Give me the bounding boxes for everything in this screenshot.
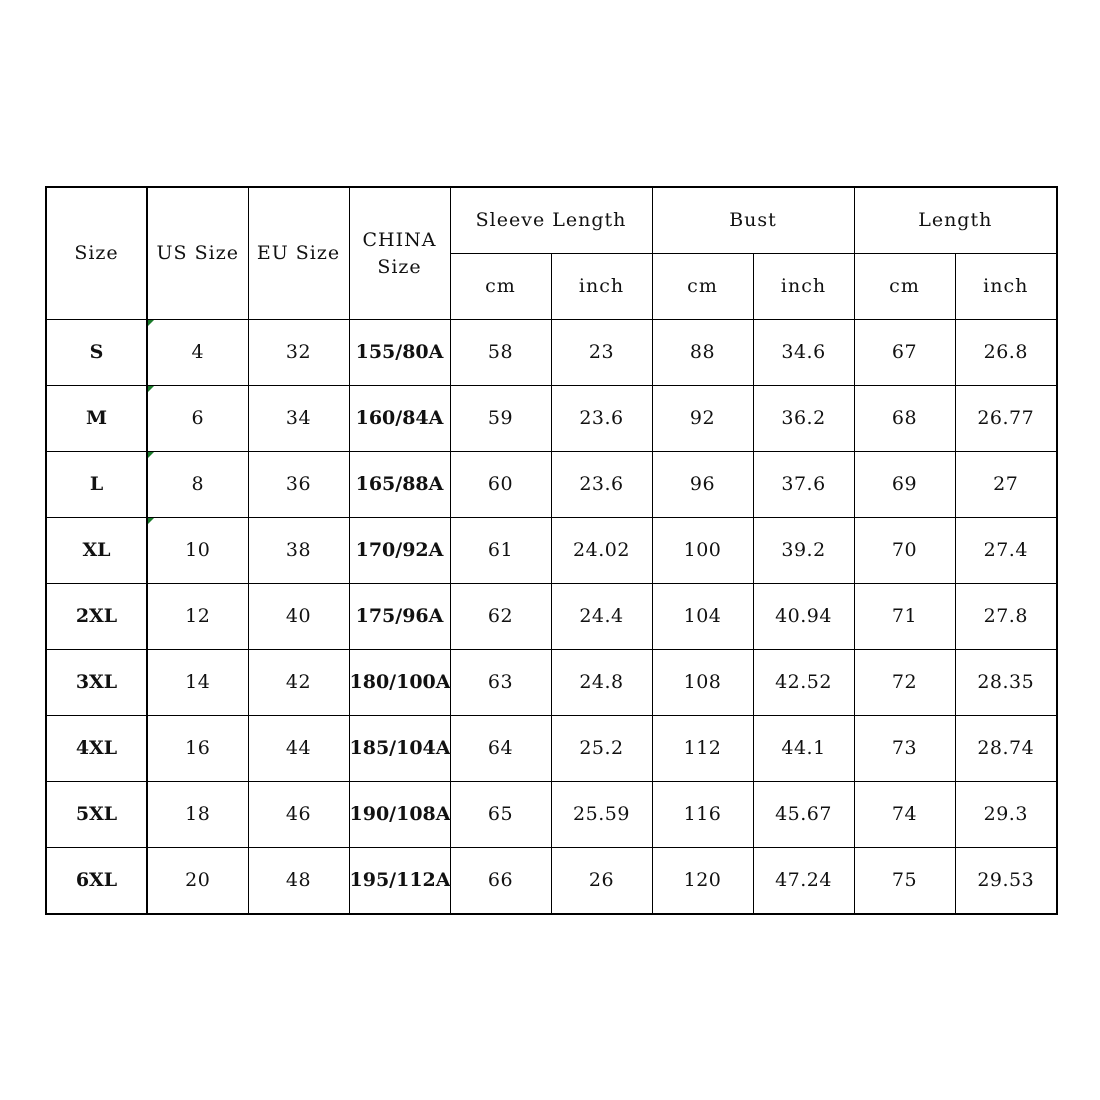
table-row [46,650,1057,716]
cell-bust-inch: 47.24 [753,848,854,915]
cell-us-size: 14 [147,650,248,716]
cell-corner-marker [148,452,154,458]
cell-length-inch: 28.35 [955,650,1057,716]
cell-bust-inch: 37.6 [753,452,854,518]
cell-china-size: 175/96A [349,584,450,650]
header-length: Length [854,187,1057,254]
cell-size: S [46,320,147,386]
cell-size: XL [46,518,147,584]
cell-sleeve-cm: 62 [450,584,551,650]
cell-eu-size: 42 [248,650,349,716]
cell-length-inch: 26.8 [955,320,1057,386]
cell-size: 6XL [46,848,147,915]
cell-sleeve-inch: 24.4 [551,584,652,650]
cell-us-size: 18 [147,782,248,848]
cell-bust-inch: 34.6 [753,320,854,386]
cell-sleeve-cm: 66 [450,848,551,915]
cell-china-size: 185/104A [349,716,450,782]
cell-length-cm: 74 [854,782,955,848]
cell-bust-cm: 104 [652,584,753,650]
cell-sleeve-inch: 24.8 [551,650,652,716]
table-row [46,782,1057,848]
table-row [46,518,1057,584]
cell-sleeve-inch: 23 [551,320,652,386]
cell-china-size: 195/112A [349,848,450,915]
header-china-size-line1: CHINA [362,228,437,251]
cell-us-size: 12 [147,584,248,650]
cell-eu-size: 34 [248,386,349,452]
table-row [46,452,1057,518]
cell-china-size: 170/92A [349,518,450,584]
cell-length-inch: 29.53 [955,848,1057,915]
cell-length-inch: 27.4 [955,518,1057,584]
cell-eu-size: 48 [248,848,349,915]
header-unit-sleeve-cm: cm [450,254,551,320]
header-unit-sleeve-inch: inch [551,254,652,320]
cell-size: 2XL [46,584,147,650]
cell-bust-cm: 120 [652,848,753,915]
cell-sleeve-inch: 23.6 [551,386,652,452]
cell-eu-size: 36 [248,452,349,518]
cell-eu-size: 40 [248,584,349,650]
header-size: Size [46,187,147,320]
cell-corner-marker [148,518,154,524]
cell-bust-cm: 116 [652,782,753,848]
cell-length-inch: 29.3 [955,782,1057,848]
table-row [46,320,1057,386]
cell-bust-inch: 40.94 [753,584,854,650]
cell-us-size: 10 [147,518,248,584]
cell-bust-cm: 88 [652,320,753,386]
cell-eu-size: 32 [248,320,349,386]
cell-us-size: 8 [147,452,248,518]
header-unit-bust-inch: inch [753,254,854,320]
cell-length-cm: 70 [854,518,955,584]
cell-size: 3XL [46,650,147,716]
cell-bust-cm: 96 [652,452,753,518]
cell-length-cm: 75 [854,848,955,915]
cell-sleeve-inch: 25.59 [551,782,652,848]
cell-sleeve-inch: 26 [551,848,652,915]
size-chart-body [46,187,1057,914]
header-china-size [349,187,450,320]
cell-length-cm: 67 [854,320,955,386]
cell-corner-marker [148,386,154,392]
cell-length-cm: 73 [854,716,955,782]
cell-china-size: 160/84A [349,386,450,452]
cell-bust-cm: 100 [652,518,753,584]
cell-length-inch: 27 [955,452,1057,518]
cell-length-cm: 72 [854,650,955,716]
table-row [46,848,1057,915]
cell-length-cm: 69 [854,452,955,518]
cell-china-size: 180/100A [349,650,450,716]
cell-us-size: 16 [147,716,248,782]
cell-sleeve-cm: 59 [450,386,551,452]
cell-eu-size: 46 [248,782,349,848]
header-bust: Bust [652,187,854,254]
cell-size: M [46,386,147,452]
cell-sleeve-cm: 63 [450,650,551,716]
header-sleeve-length: Sleeve Length [450,187,652,254]
header-row-top [46,187,1057,254]
cell-china-size: 155/80A [349,320,450,386]
cell-bust-cm: 112 [652,716,753,782]
cell-length-inch: 27.8 [955,584,1057,650]
header-unit-length-inch: inch [955,254,1057,320]
cell-size: 5XL [46,782,147,848]
cell-length-cm: 68 [854,386,955,452]
header-eu-size: EU Size [248,187,349,320]
header-us-size: US Size [147,187,248,320]
cell-china-size: 165/88A [349,452,450,518]
table-row [46,584,1057,650]
cell-corner-marker [148,320,154,326]
cell-length-inch: 26.77 [955,386,1057,452]
cell-sleeve-inch: 24.02 [551,518,652,584]
table-row [46,386,1057,452]
cell-bust-inch: 44.1 [753,716,854,782]
cell-bust-inch: 36.2 [753,386,854,452]
cell-bust-inch: 39.2 [753,518,854,584]
size-chart-table [45,186,1058,915]
cell-sleeve-cm: 58 [450,320,551,386]
cell-size: L [46,452,147,518]
header-unit-length-cm: cm [854,254,955,320]
cell-bust-cm: 92 [652,386,753,452]
cell-sleeve-inch: 25.2 [551,716,652,782]
cell-sleeve-cm: 60 [450,452,551,518]
cell-sleeve-inch: 23.6 [551,452,652,518]
cell-size: 4XL [46,716,147,782]
cell-bust-inch: 42.52 [753,650,854,716]
header-unit-bust-cm: cm [652,254,753,320]
cell-us-size: 20 [147,848,248,915]
cell-sleeve-cm: 64 [450,716,551,782]
cell-length-cm: 71 [854,584,955,650]
cell-length-inch: 28.74 [955,716,1057,782]
table-row [46,716,1057,782]
header-china-size-line2: Size [377,255,422,278]
cell-bust-cm: 108 [652,650,753,716]
cell-us-size: 4 [147,320,248,386]
cell-us-size: 6 [147,386,248,452]
cell-sleeve-cm: 61 [450,518,551,584]
cell-eu-size: 38 [248,518,349,584]
cell-bust-inch: 45.67 [753,782,854,848]
cell-sleeve-cm: 65 [450,782,551,848]
cell-china-size: 190/108A [349,782,450,848]
cell-eu-size: 44 [248,716,349,782]
